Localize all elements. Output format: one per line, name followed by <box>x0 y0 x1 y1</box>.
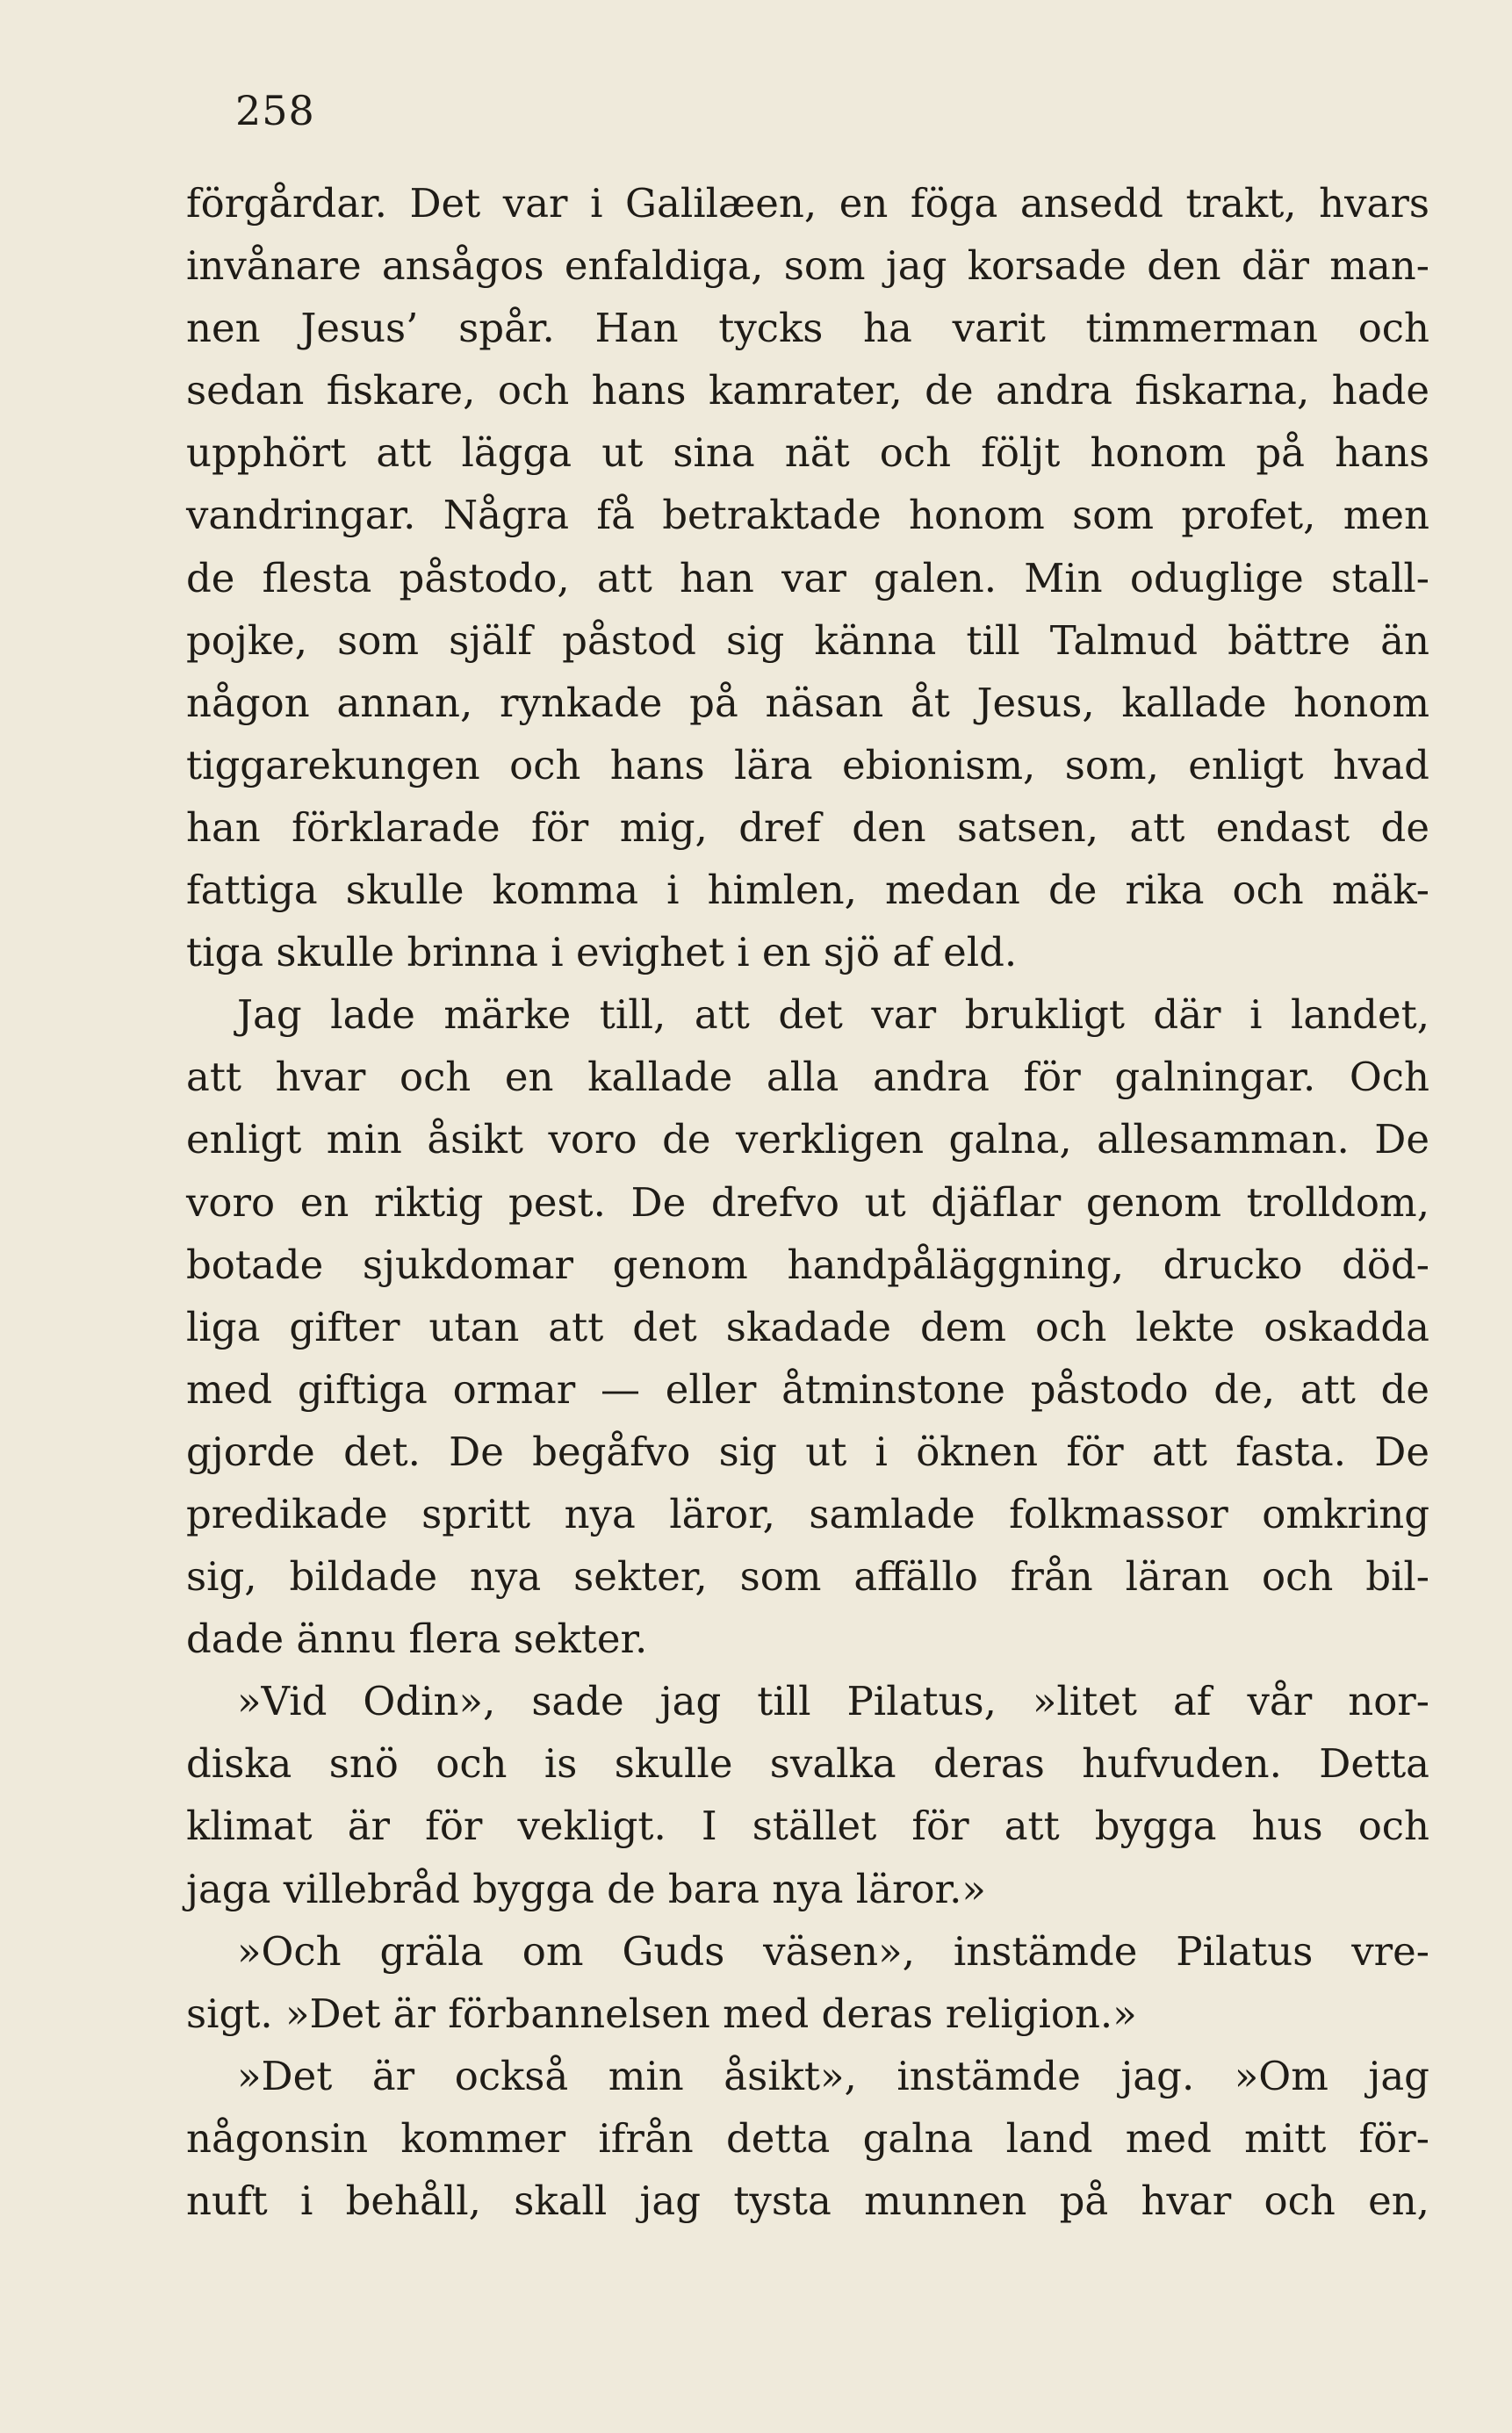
text-line: sedan fiskare, och hans kamrater, de andra fiskarna, hade <box>186 367 1429 414</box>
text-line: pojke, som själf påstod sig känna till Talmud bättre än <box>186 616 1429 664</box>
text-line: nuft i behåll, skall jag tysta munnen på hvar och en, <box>186 2177 1429 2224</box>
text-line: predikade spritt nya läror, samlade folkmassor omkring <box>186 1490 1429 1537</box>
text-line: någonsin kommer ifrån detta galna land med mitt för- <box>186 2114 1429 2162</box>
text-line: de flesta påstodo, att han var galen. Min oduglige stall- <box>186 554 1429 601</box>
text-line: voro en riktig pest. De drefvo ut djäflar genom trolldom, <box>186 1178 1429 1226</box>
page-number: 258 <box>235 87 315 134</box>
text-line: »Det är också min åsikt», instämde jag. »Om jag <box>237 2052 1429 2099</box>
text-line: liga gifter utan att det skadade dem och lekte oskadda <box>186 1303 1429 1350</box>
text-line: förgårdar. Det var i Galilæen, en föga ansedd trakt, hvars <box>186 180 1429 227</box>
text-line: upphört att lägga ut sina nät och följt honom på hans <box>186 429 1429 477</box>
text-line: enligt min åsikt voro de verkligen galna, allesamman. De <box>186 1116 1429 1163</box>
text-line: invånare ansågos enfaldiga, som jag korsade den där man- <box>186 242 1429 290</box>
text-line: att hvar och en kallade alla andra för galningar. Och <box>186 1054 1429 1101</box>
text-line: han förklarade för mig, dref den satsen, att endast de <box>186 803 1429 851</box>
text-line: vandringar. Några få betraktade honom som profet, men <box>186 492 1429 539</box>
text-line: diska snö och is skulle svalka deras hufvuden. Detta <box>186 1740 1429 1788</box>
text-line: klimat är för vekligt. I stället för att bygga hus och <box>186 1803 1429 1850</box>
text-line: någon annan, rynkade på näsan åt Jesus, kallade honom <box>186 679 1429 726</box>
text-line: sig, bildade nya sekter, som affällo från läran och bil- <box>186 1553 1429 1601</box>
text-line: fattiga skulle komma i himlen, medan de rika och mäk- <box>186 867 1429 914</box>
text-line: nen Jesus’ spår. Han tycks ha varit timmerman och <box>186 305 1429 352</box>
text-line: tiga skulle brinna i evighet i en sjö af eld. <box>186 929 1018 976</box>
text-line: med giftiga ormar — eller åtminstone påstodo de, att de <box>186 1365 1429 1413</box>
text-line: botade sjukdomar genom handpåläggning, drucko död- <box>186 1241 1429 1288</box>
text-line: »Vid Odin», sade jag till Pilatus, »litet af vår nor- <box>237 1678 1429 1725</box>
text-line: tiggarekungen och hans lära ebionism, som, enligt hvad <box>186 741 1429 788</box>
body-text <box>186 172 1429 2232</box>
text-line: dade ännu flera sekter. <box>186 1616 648 1663</box>
text-line: jaga villebråd bygga de bara nya läror.» <box>186 1865 986 1912</box>
text-line: sigt. »Det är förbannelsen med deras religion.» <box>186 1990 1137 2037</box>
text-line: »Och gräla om Guds väsen», instämde Pilatus vre- <box>237 1927 1429 1975</box>
text-line: gjorde det. De begåfvo sig ut i öknen för att fasta. De <box>186 1428 1429 1475</box>
text-line: Jag lade märke till, att det var brukligt där i landet, <box>237 991 1429 1039</box>
